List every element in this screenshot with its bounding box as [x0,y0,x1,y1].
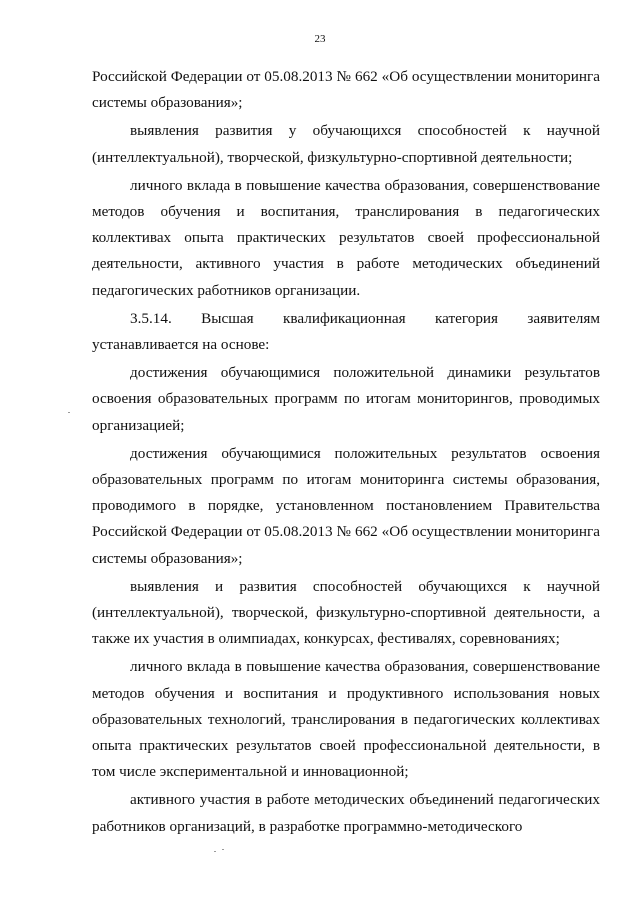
scan-speck [68,412,70,413]
scan-speck [222,849,224,850]
page-number: 23 [314,33,326,45]
paragraph: выявления и развития способностей обучающихся к научной (интеллектуальной), творческой, физкультурно-спортивной деятельности, а также их участия в олимпиадах, конкурсах, фестивалях, соревнованиях; [92,577,600,648]
paragraph: достижения обучающимися положительных результатов освоения образовательных программ по итогам мониторинга системы образования, проводимого в порядке, установленном постановлением Правительства Российской Федерации от 05.08.2013 № 662 «Об осуществлении мониторинга системы образования»; [92,444,600,567]
paragraph: активного участия в работе методических объединений педагогических работников организаций, в разработке программно-методического [92,791,600,835]
paragraph: достижения обучающимися положительной динамики результатов освоения образовательных программ по итогам мониторингов, проводимых организацией; [92,364,600,434]
paragraph: личного вклада в повышение качества образования, совершенствование методов обучения и воспитания, транслирования в педагогических коллективах опыта практических результатов своей профессиональной деятельности, активного участия в работе методических объединений педагогических работников организации. [92,176,600,299]
section-paragraph: 3.5.14. Высшая квалификационная категория заявителям устанавливается на основе: [92,309,600,354]
document-body [92,64,600,842]
paragraph-continuation: Российской Федерации от 05.08.2013 № 662 «Об осуществлении мониторинга системы образования»; [92,68,600,112]
paragraph: выявления развития у обучающихся способностей к научной (интеллектуальной), творческой, физкультурно-спортивной деятельности; [92,122,600,166]
paragraph: личного вклада в повышение качества образования, совершенствование методов обучения и воспитания и продуктивного использования новых образовательных технологий, транслирования в педагогических коллективах опыта практических результатов своей профессиональной деятельности, в том числе экспериментальной и инновационной; [92,658,600,781]
scan-speck [214,851,216,852]
